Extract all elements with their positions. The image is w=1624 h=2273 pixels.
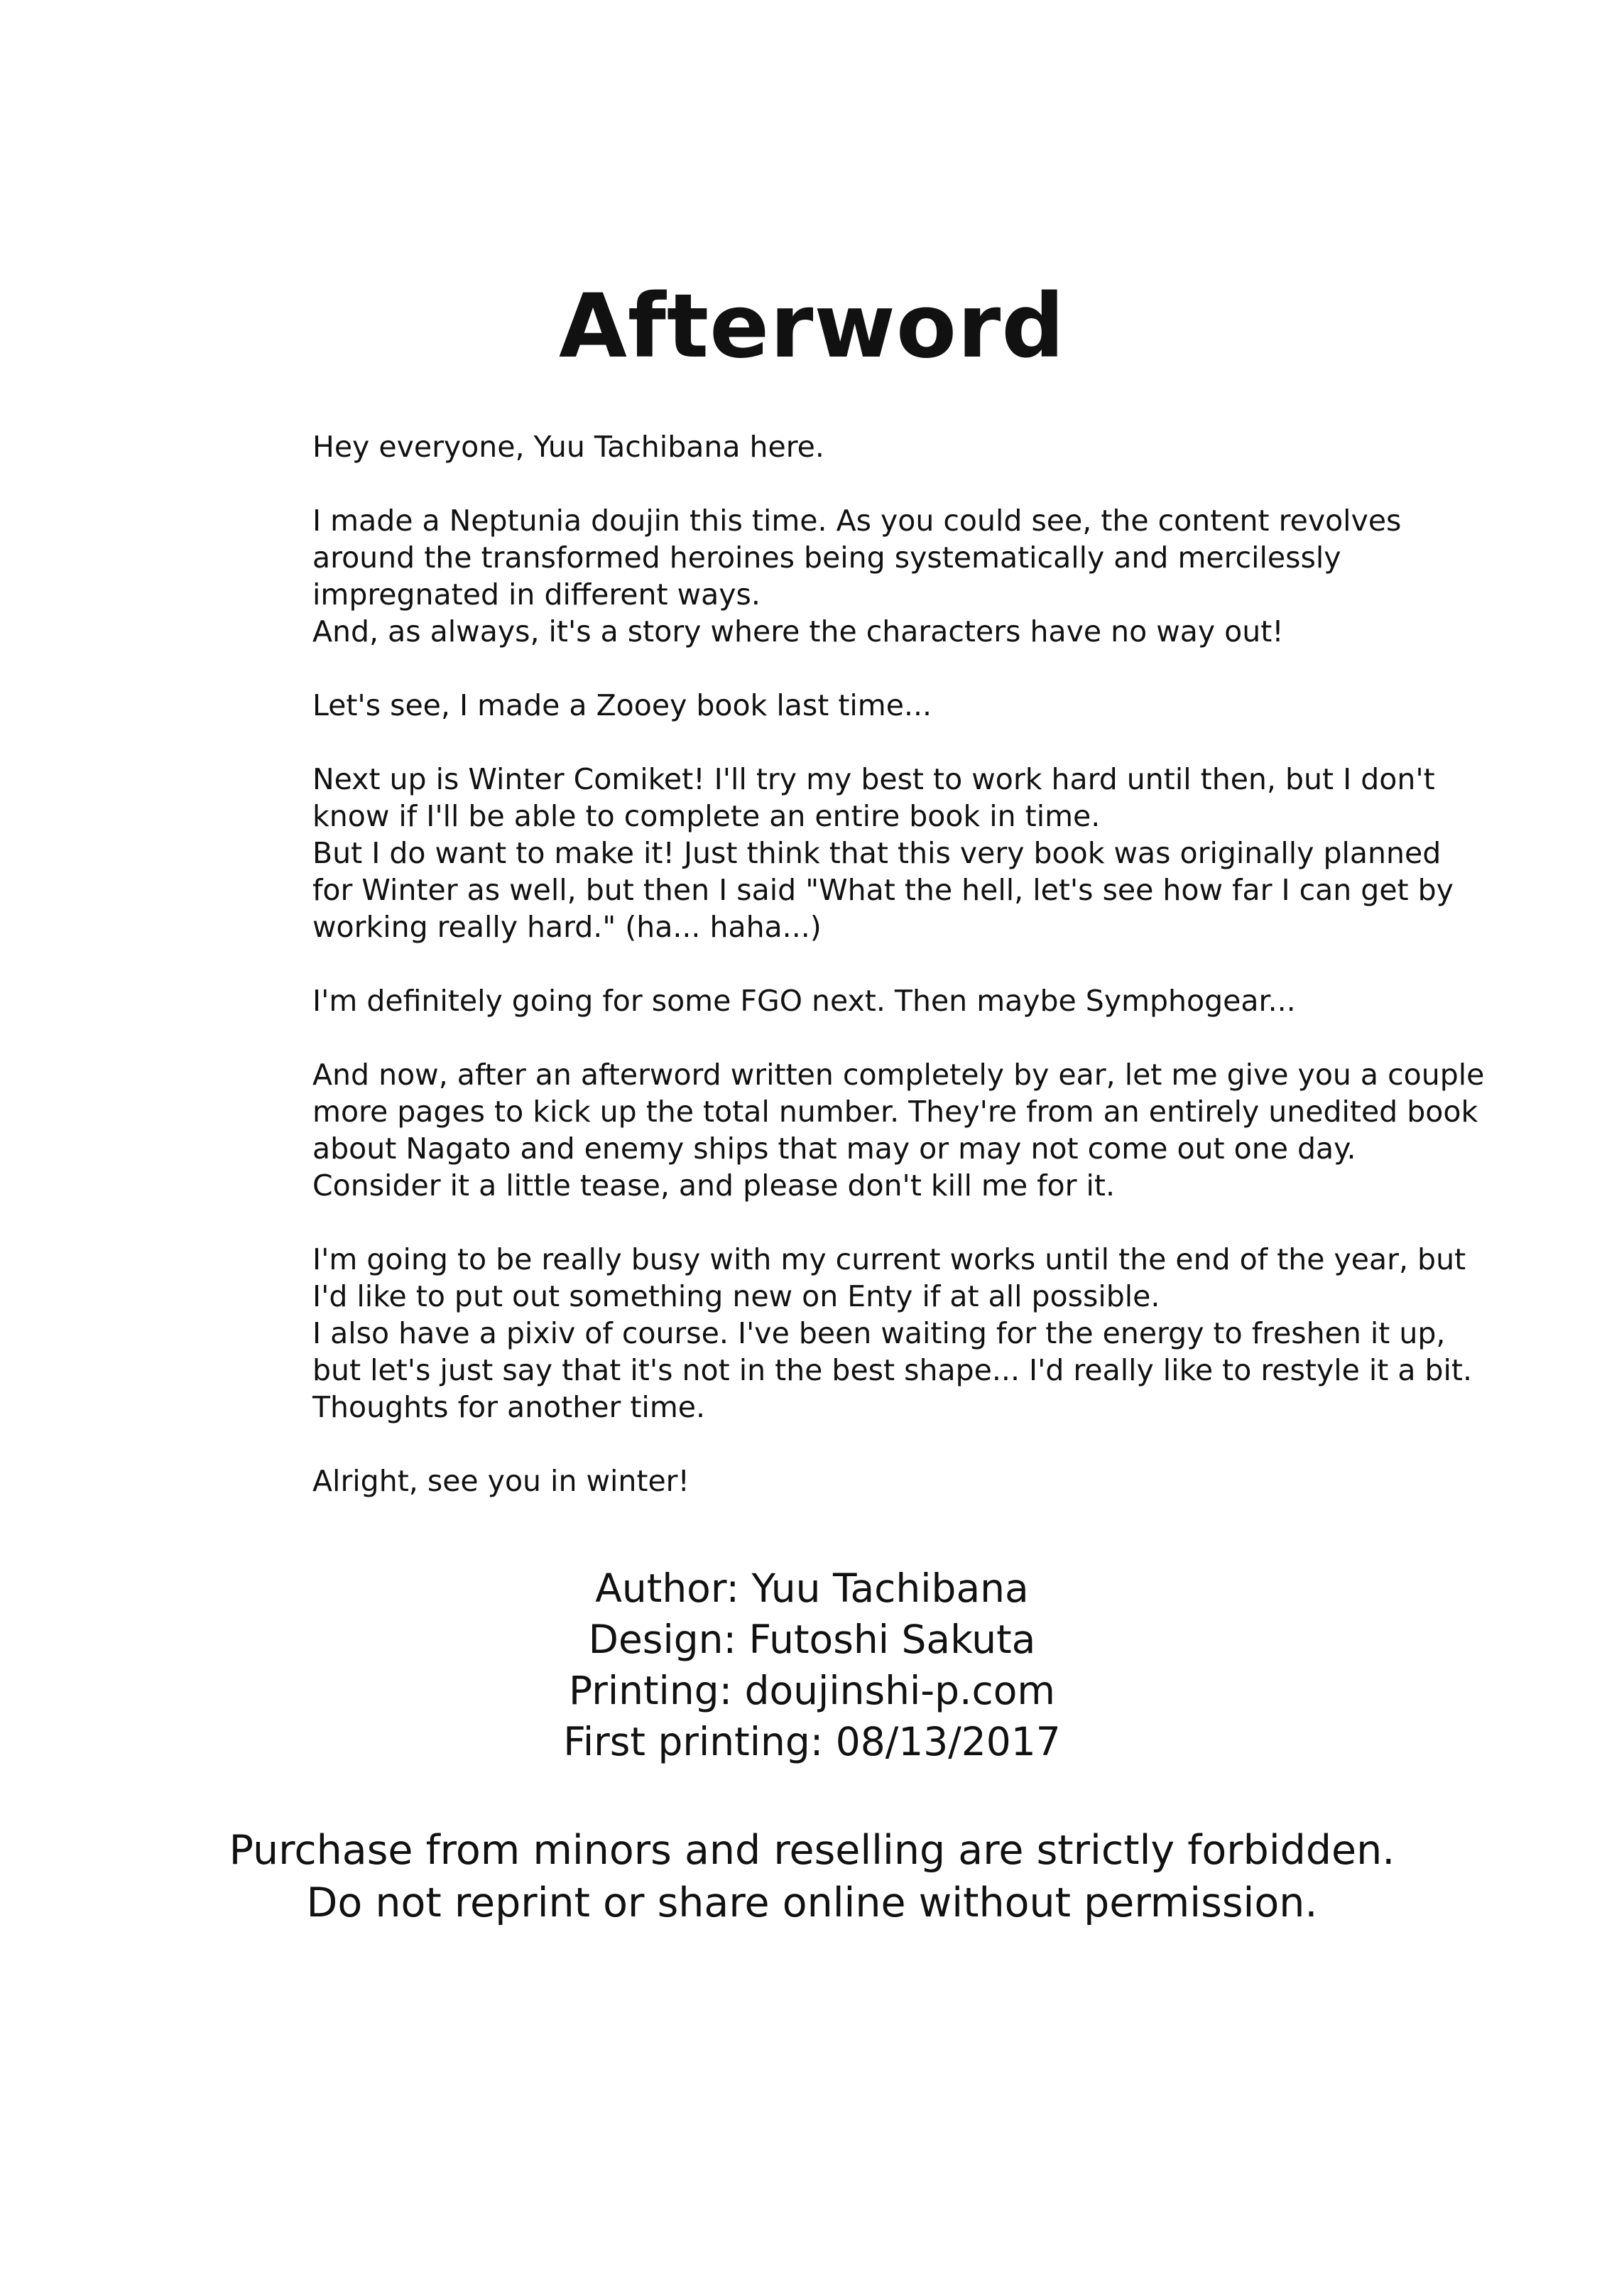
paragraph-gap xyxy=(312,465,1463,502)
body-line: Let's see, I made a Zooey book last time... xyxy=(312,688,932,722)
body-line: Consider it a little tease, and please don't kill me for it. xyxy=(312,1168,1115,1203)
credit-line: Design: Futoshi Sakuta xyxy=(588,1617,1036,1662)
body-line: Thoughts for another time. xyxy=(312,1390,706,1424)
credit-line: Author: Yuu Tachibana xyxy=(595,1566,1029,1611)
body-line: Hey everyone, Yuu Tachibana here. xyxy=(312,430,824,464)
body-line: but let's just say that it's not in the best shape... I'd really like to restyle it a bit. xyxy=(312,1353,1473,1387)
body-line: about Nagato and enemy ships that may or may not come out one day. xyxy=(312,1132,1356,1166)
body-line: know if I'll be able to complete an entire book in time. xyxy=(312,799,1101,833)
paragraph-gap xyxy=(312,1019,1463,1056)
body-line: I made a Neptunia doujin this time. As you could see, the content revolves xyxy=(312,504,1402,538)
notice-line: Do not reprint or share online without permission. xyxy=(306,1879,1318,1926)
body-line: impregnated in different ways. xyxy=(312,577,761,612)
legal-notice xyxy=(0,1824,1624,1929)
body-line: And, as always, it's a story where the characters have no way out! xyxy=(312,614,1284,649)
credit-line: First printing: 08/13/2017 xyxy=(563,1719,1061,1764)
paragraph-gap xyxy=(312,945,1463,982)
body-line: working really hard." (ha... haha...) xyxy=(312,910,822,944)
body-line: Next up is Winter Comiket! I'll try my best to work hard until then, but I don't xyxy=(312,762,1435,796)
body-line: I'm going to be really busy with my current works until the end of the year, but xyxy=(312,1242,1466,1276)
body-line: for Winter as well, but then I said "What the hell, let's see how far I can get by xyxy=(312,873,1454,907)
body-line: But I do want to make it! Just think that this very book was originally planned xyxy=(312,836,1442,870)
body-line: Alright, see you in winter! xyxy=(312,1464,690,1498)
body-line: more pages to kick up the total number. They're from an entirely unedited book xyxy=(312,1095,1478,1129)
paragraph-gap xyxy=(312,650,1463,687)
credit-line: Printing: doujinshi-p.com xyxy=(569,1668,1055,1713)
body-line: And now, after an afterword written completely by ear, let me give you a couple xyxy=(312,1058,1485,1092)
paragraph-gap xyxy=(312,1426,1463,1463)
body-line: I'm definitely going for some FGO next. Then maybe Symphogear... xyxy=(312,984,1296,1018)
paragraph-gap xyxy=(312,724,1463,761)
body-line: I also have a pixiv of course. I've been waiting for the energy to freshen it up, xyxy=(312,1316,1446,1350)
body-line: around the transformed heroines being systematically and mercilessly xyxy=(312,541,1341,575)
paragraph-gap xyxy=(312,1204,1463,1241)
notice-line: Purchase from minors and reselling are strictly forbidden. xyxy=(229,1827,1395,1874)
colophon-credits xyxy=(0,1563,1624,1767)
page-title: Afterword xyxy=(558,276,1066,378)
body-line: I'd like to put out something new on Enty if at all possible. xyxy=(312,1279,1160,1313)
afterword-body xyxy=(312,428,1485,1499)
